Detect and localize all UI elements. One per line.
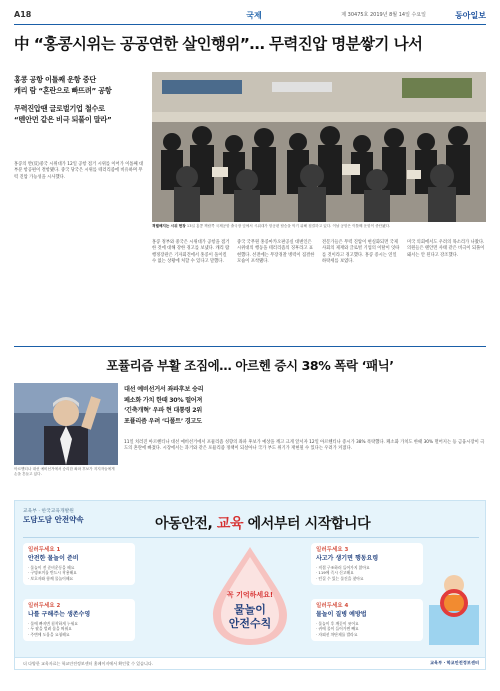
subhead: 무력진압땐 글로벌기업 철수로 xyxy=(14,104,105,113)
card-line: · 물놀이 전 준비운동을 해요 xyxy=(28,564,75,570)
card-line: · 119에 즉시 신고해요 xyxy=(316,570,354,576)
subhead: 페소화 가치 한때 30% 떨어져 xyxy=(124,396,203,404)
body-column: 중국 국무원 홍콩마카오판공실 대변인은 시위대의 행동을 테러리즘의 징후라고 표현했다. 선전에는 무장경찰 병력이 집결한 모습이 포착됐다. xyxy=(237,240,315,265)
photo-caption xyxy=(152,224,486,229)
subhead: 캐리 람 “혼란으로 빠뜨려” 공항 xyxy=(14,86,112,95)
card-line: · 직접 구조하러 들어가지 않아요 xyxy=(316,564,370,570)
header-rule xyxy=(14,24,486,25)
card-label: 일러두세요 2 xyxy=(28,603,61,609)
ad-title xyxy=(155,513,370,533)
article2-body xyxy=(124,440,486,495)
swimming-child-illustration xyxy=(429,545,479,645)
article1-subheads xyxy=(14,74,146,125)
ad-title-post: 에서부터 시작합니다 xyxy=(243,516,371,532)
card-line: · 구명조끼를 반드시 착용해요 xyxy=(28,570,77,576)
subhead: 홍콩 공항 이틀째 운항 중단 xyxy=(14,75,96,84)
card-subtitle: 나를 구해주는 생존수영 xyxy=(28,610,91,618)
center-line3: 안전수칙 xyxy=(228,617,272,630)
ad-title-highlight: 교육 xyxy=(216,516,244,532)
ad-card xyxy=(23,599,135,641)
photo-caption: 아르헨티나 대선 예비선거에서 승리한 좌파 후보가 지지자들에게 손을 흔들고 있다. xyxy=(14,467,115,476)
candidate-photo-illustration xyxy=(14,383,118,465)
subhead: 대선 예비선거서 좌파후보 승리 xyxy=(124,386,204,393)
article2-headline: 포퓰리즘 부활 조짐에… 아르헨 증시 38% 폭락 ‘패닉’ xyxy=(106,358,394,373)
ad-title-pre: 아동안전, xyxy=(155,516,217,532)
page-number: A18 xyxy=(14,10,32,19)
card-line: · 던질 수 있는 물건을 찾아요 xyxy=(316,575,364,581)
card-subtitle: 사고가 생기면 행동요령 xyxy=(316,554,379,562)
card-label: 일러두세요 4 xyxy=(316,603,349,609)
ad-brand: 도담도담 안전약속 xyxy=(23,515,84,524)
ad-footer xyxy=(15,657,486,669)
ad-card xyxy=(311,599,423,641)
center-line2: 물놀이 xyxy=(234,603,266,616)
protest-photo xyxy=(152,72,486,222)
ad-divider xyxy=(23,537,479,538)
card-subtitle: 안전한 물놀이 준비 xyxy=(28,554,79,562)
subhead: “톈안먼 같은 비극 되풀이 말라” xyxy=(14,115,112,124)
article1-body-left xyxy=(14,162,146,181)
ad-footer-text: 더 다양한 교육자료는 학교안전정보센터 홈페이지에서 확인할 수 있습니다. xyxy=(23,661,153,666)
section-divider xyxy=(14,346,486,347)
water-droplet-icon xyxy=(197,543,303,647)
ad-card xyxy=(23,543,135,585)
card-line: · 귀에 물이 들어가면 빼요 xyxy=(316,626,359,632)
card-line: · 자외선 차단제를 발라요 xyxy=(316,631,358,637)
section-label: 국제 xyxy=(246,11,262,20)
card-line: · 물놀이 후 깨끗이 씻어요 xyxy=(316,620,359,626)
article1-body-columns xyxy=(152,240,486,340)
photo-caption-text: 13일 홍콩 첵랍콕 국제공항 출국장 앞에서 시위대가 항공편 탑승을 막기 위해 집결하고 있다. 이날 공항은 이틀째 운항이 중단됐다. xyxy=(186,224,391,228)
protest-photo-illustration xyxy=(152,72,486,222)
ad-card xyxy=(311,543,423,585)
article1-headline: 中 “홍콩시위는 공공연한 살인행위”… 무력진압 명분쌓기 나서 xyxy=(14,35,423,53)
card-label: 일러두세요 3 xyxy=(316,547,349,553)
body-column: 홍콩 정부와 중국은 시위대가 공항을 점거한 것에 대해 강한 경고를 보냈다. 캐리 람 행정장관은 기자회견에서 홍콩이 돌이킬 수 없는 상황에 처할 수 있다고 말했다. xyxy=(152,240,230,265)
page-header xyxy=(14,10,486,22)
swimmer-icon xyxy=(429,545,479,645)
center-line1: 꼭 기억하세요! xyxy=(226,591,274,599)
article2-subheads xyxy=(124,385,234,427)
card-line: · 주변에 도움을 요청해요 xyxy=(28,631,70,637)
subhead: ‘긴축개혁’ 우파 현 대통령 2위 xyxy=(124,407,202,414)
subhead: 포퓰리즘 우려 ‘디폴트’ 경고도 xyxy=(124,417,202,425)
ad-footer-logos: 교육부 · 학교안전정보센터 xyxy=(429,660,479,665)
safety-advertisement xyxy=(14,500,486,670)
card-line: · 물에 빠지면 침착하게 누워요 xyxy=(28,620,79,626)
card-label: 일러두세요 1 xyxy=(28,547,61,553)
masthead-logo: 동아일보 xyxy=(455,10,486,20)
body-text: 홍콩의 반(反)중국 시위대가 12일 공항 점거 시위를 이어가 이틀째 대부분 항공편이 결항됐다. 중국 당국은 시위를 테러리즘에 비유하며 무력 진압 가능성을 시사했다. xyxy=(14,162,144,180)
body-text: 11일 치러진 아르헨티나 대선 예비선거에서 포퓰리즘 성향의 좌파 후보가 예상을 깨고 크게 앞서자 12일 아르헨티나 증시가 38% 폭락했다. 페소화 가치도 한때 30% 떨어지는 등 금융시장이 극도의 혼란에 빠졌다. 시장에서는 과거와 같은 포퓰리즘 정책이 되살아나 국가 부도 위기가 재현될 수 있다는 우려가 커졌다. xyxy=(124,440,485,452)
card-line: · 보호자와 함께 물놀이해요 xyxy=(28,575,74,581)
body-column: 전문가들은 무력 진압이 현실화되면 국제사회의 제재와 글로벌 기업의 이탈이 잇따를 것이라고 경고했다. 홍콩 증시는 연일 하락세를 보였다. xyxy=(322,240,400,265)
ad-sponsor: 교육부 · 한국교육개발원 xyxy=(23,509,74,514)
ad-center-graphic xyxy=(197,543,303,647)
dateline: 제 30475호 2019년 8월 14일 수요일 xyxy=(341,12,426,18)
body-column: 미국 의회에서도 우려의 목소리가 나왔다. 의원들은 톈안먼 사태 같은 비극이 되풀이돼서는 안 된다고 강조했다. xyxy=(407,240,485,258)
card-line: · 두 팔을 벌려 몸을 띄워요 xyxy=(28,626,72,632)
photo-caption-title: 격렬해지는 시위 현장 xyxy=(152,224,186,228)
card-subtitle: 물놀이 질병 예방법 xyxy=(316,610,367,618)
candidate-photo xyxy=(14,383,118,465)
